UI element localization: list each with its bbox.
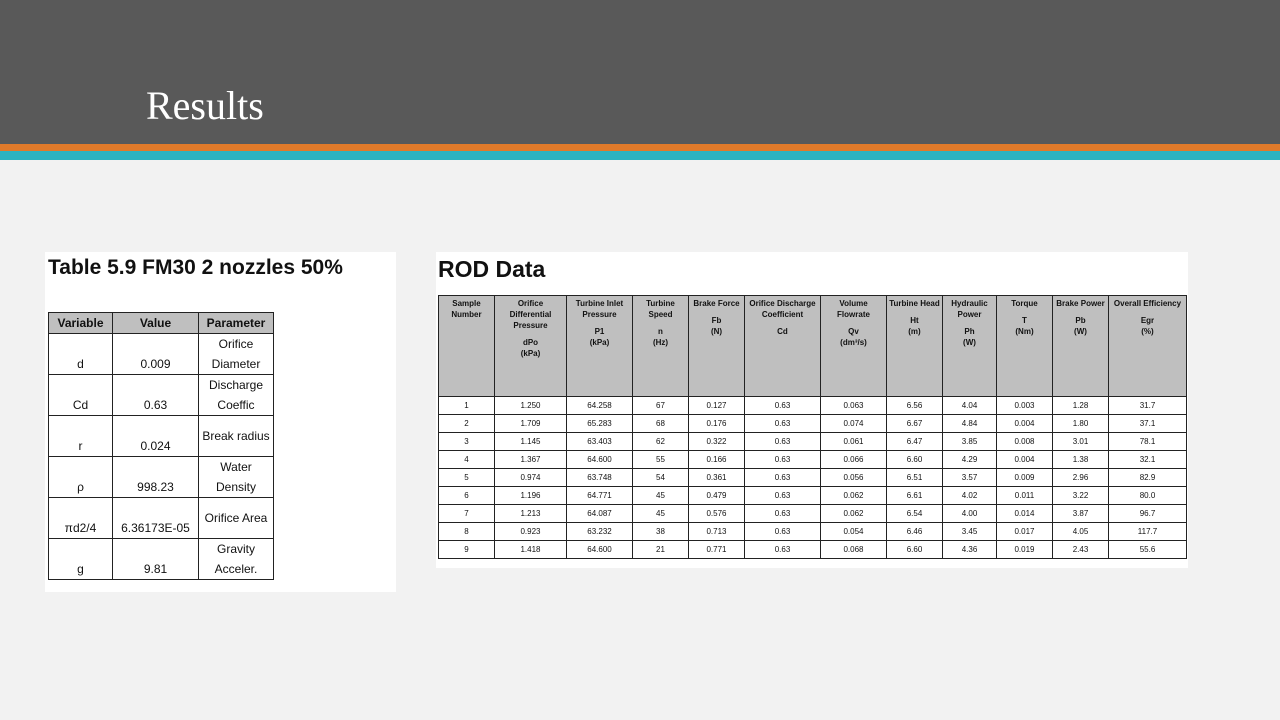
variables-table-title: Table 5.9 FM30 2 nozzles 50% [48, 256, 343, 279]
accent-stripe-teal [0, 151, 1280, 160]
variable-cell: ρ [49, 457, 113, 498]
column-header [887, 296, 943, 397]
value-cell: 0.63 [113, 375, 199, 416]
table-cell: 0.63 [745, 433, 821, 451]
table-cell: 0.004 [997, 415, 1053, 433]
table-row [439, 469, 1187, 487]
table-cell: 7 [439, 505, 495, 523]
column-header-unit: (Nm) [1015, 327, 1034, 336]
table-row [49, 498, 274, 539]
column-header [689, 296, 745, 397]
table-cell: 64.087 [567, 505, 633, 523]
column-header-name: Orifice Differential Pressure [509, 299, 552, 330]
column-header-unit: (W) [1074, 327, 1087, 336]
table-row [49, 375, 274, 416]
table-cell: 8 [439, 523, 495, 541]
table-cell: 6.51 [887, 469, 943, 487]
table-cell: 0.974 [495, 469, 567, 487]
table-cell: 2 [439, 415, 495, 433]
column-header-symbol: P1 [594, 327, 605, 336]
table-cell: 0.004 [997, 451, 1053, 469]
column-header-symbol: Egr [1140, 316, 1155, 325]
table-cell: 0.066 [821, 451, 887, 469]
table-cell: 1.213 [495, 505, 567, 523]
table-cell: 0.166 [689, 451, 745, 469]
table-cell: 4.02 [943, 487, 997, 505]
column-header-unit: (%) [1141, 327, 1154, 336]
table-cell: 54 [633, 469, 689, 487]
table-cell: 0.017 [997, 523, 1053, 541]
variable-cell: g [49, 539, 113, 580]
table-cell: 0.054 [821, 523, 887, 541]
table-header-row [439, 296, 1187, 397]
table-row [439, 415, 1187, 433]
table-cell: 63.403 [567, 433, 633, 451]
rod-data-image [436, 252, 1188, 568]
table-cell: 0.63 [745, 487, 821, 505]
table-row [49, 334, 274, 375]
table-cell: 0.009 [997, 469, 1053, 487]
value-cell: 9.81 [113, 539, 199, 580]
table-cell: 0.63 [745, 523, 821, 541]
parameter-cell: Discharge Coeffic [199, 375, 274, 416]
table-cell: 6.56 [887, 397, 943, 415]
table-cell: 3.87 [1053, 505, 1109, 523]
table-cell: 0.63 [745, 415, 821, 433]
table-cell: 1.418 [495, 541, 567, 559]
table-cell: 3.01 [1053, 433, 1109, 451]
column-header [1109, 296, 1187, 397]
variable-cell: πd2/4 [49, 498, 113, 539]
table-row [49, 457, 274, 498]
table-cell: 0.63 [745, 541, 821, 559]
column-header-symbol: Cd [777, 327, 788, 336]
column-header-name: Turbine Speed [646, 299, 675, 319]
table-cell: 6.47 [887, 433, 943, 451]
column-header-symbol: n [658, 327, 663, 336]
table-cell: 1.250 [495, 397, 567, 415]
column-header-unit: (N) [710, 327, 723, 336]
table-cell: 38 [633, 523, 689, 541]
table-cell: 4.29 [943, 451, 997, 469]
column-header-name: Hydraulic Power [951, 299, 988, 319]
variable-cell: r [49, 416, 113, 457]
table-cell: 3 [439, 433, 495, 451]
table-cell: 0.062 [821, 505, 887, 523]
slide-title: Results [146, 83, 264, 128]
column-header: Parameter [199, 313, 274, 334]
table-cell: 1.28 [1053, 397, 1109, 415]
table-cell: 0.63 [745, 451, 821, 469]
table-cell: 6 [439, 487, 495, 505]
table-row [439, 487, 1187, 505]
table-cell: 62 [633, 433, 689, 451]
column-header-name: Volume Flowrate [837, 299, 870, 319]
table-cell: 1.367 [495, 451, 567, 469]
table-cell: 0.63 [745, 505, 821, 523]
column-header-symbol: T [1022, 316, 1027, 325]
table-cell: 64.600 [567, 541, 633, 559]
column-header-name: Sample Number [451, 299, 482, 319]
column-header-unit: (kPa) [520, 349, 541, 358]
column-header-name: Torque [1011, 299, 1038, 308]
table-cell: 0.056 [821, 469, 887, 487]
table-cell: 55 [633, 451, 689, 469]
rod-data-table [438, 295, 1187, 559]
column-header [821, 296, 887, 397]
table-cell: 80.0 [1109, 487, 1187, 505]
table-cell: 96.7 [1109, 505, 1187, 523]
table-row [439, 505, 1187, 523]
column-header [745, 296, 821, 397]
table-cell: 31.7 [1109, 397, 1187, 415]
table-cell: 68 [633, 415, 689, 433]
column-header-unit: (W) [963, 338, 976, 347]
table-cell: 0.322 [689, 433, 745, 451]
table-cell: 6.54 [887, 505, 943, 523]
table-cell: 0.019 [997, 541, 1053, 559]
table-cell: 6.46 [887, 523, 943, 541]
variables-table-image [45, 252, 396, 592]
column-header [567, 296, 633, 397]
table-cell: 1.38 [1053, 451, 1109, 469]
column-header-symbol: Fb [711, 316, 722, 325]
table-cell: 0.127 [689, 397, 745, 415]
table-cell: 0.361 [689, 469, 745, 487]
table-cell: 0.008 [997, 433, 1053, 451]
table-row [49, 416, 274, 457]
table-cell: 32.1 [1109, 451, 1187, 469]
table-row [439, 433, 1187, 451]
table-cell: 0.176 [689, 415, 745, 433]
column-header-symbol: Ht [910, 316, 919, 325]
table-cell: 3.85 [943, 433, 997, 451]
table-cell: 0.061 [821, 433, 887, 451]
value-cell: 6.36173E-05 [113, 498, 199, 539]
table-cell: 0.771 [689, 541, 745, 559]
column-header-symbol: Qv [848, 327, 859, 336]
table-cell: 0.63 [745, 469, 821, 487]
table-cell: 0.479 [689, 487, 745, 505]
table-cell: 2.43 [1053, 541, 1109, 559]
column-header: Value [113, 313, 199, 334]
table-cell: 0.003 [997, 397, 1053, 415]
table-cell: 4.05 [1053, 523, 1109, 541]
column-header-symbol: Pb [1075, 316, 1086, 325]
column-header [997, 296, 1053, 397]
table-cell: 4.00 [943, 505, 997, 523]
table-cell: 9 [439, 541, 495, 559]
table-cell: 45 [633, 487, 689, 505]
column-header-unit: (dm³/s) [840, 338, 867, 347]
table-cell: 0.014 [997, 505, 1053, 523]
table-row [49, 539, 274, 580]
table-cell: 82.9 [1109, 469, 1187, 487]
table-cell: 1.80 [1053, 415, 1109, 433]
parameter-cell: Orifice Diameter [199, 334, 274, 375]
table-cell: 0.713 [689, 523, 745, 541]
table-cell: 1 [439, 397, 495, 415]
table-cell: 5 [439, 469, 495, 487]
table-cell: 45 [633, 505, 689, 523]
table-cell: 6.61 [887, 487, 943, 505]
table-cell: 2.96 [1053, 469, 1109, 487]
table-cell: 0.062 [821, 487, 887, 505]
table-cell: 0.074 [821, 415, 887, 433]
table-cell: 67 [633, 397, 689, 415]
table-cell: 78.1 [1109, 433, 1187, 451]
parameter-cell: Water Density [199, 457, 274, 498]
table-cell: 4.04 [943, 397, 997, 415]
rod-data-title: ROD Data [438, 256, 546, 282]
column-header: Variable [49, 313, 113, 334]
column-header [495, 296, 567, 397]
table-cell: 6.60 [887, 541, 943, 559]
table-cell: 64.258 [567, 397, 633, 415]
column-header [439, 296, 495, 397]
table-cell: 64.600 [567, 451, 633, 469]
variables-table [48, 312, 274, 580]
table-cell: 0.011 [997, 487, 1053, 505]
table-cell: 6.60 [887, 451, 943, 469]
table-cell: 1.145 [495, 433, 567, 451]
column-header-unit: (kPa) [589, 338, 610, 347]
table-cell: 21 [633, 541, 689, 559]
column-header-symbol: dPo [522, 338, 539, 347]
table-cell: 1.196 [495, 487, 567, 505]
column-header-name: Turbine Head [889, 299, 940, 308]
column-header-name: Brake Power [1056, 299, 1105, 308]
parameter-cell: Orifice Area [199, 498, 274, 539]
value-cell: 0.009 [113, 334, 199, 375]
parameter-cell: Gravity Acceler. [199, 539, 274, 580]
column-header [943, 296, 997, 397]
table-cell: 0.576 [689, 505, 745, 523]
table-cell: 65.283 [567, 415, 633, 433]
table-cell: 0.068 [821, 541, 887, 559]
parameter-cell: Break radius [199, 416, 274, 457]
table-row [439, 451, 1187, 469]
table-cell: 37.1 [1109, 415, 1187, 433]
table-cell: 6.67 [887, 415, 943, 433]
table-cell: 0.063 [821, 397, 887, 415]
table-cell: 0.63 [745, 397, 821, 415]
table-cell: 117.7 [1109, 523, 1187, 541]
column-header-unit: (Hz) [652, 338, 669, 347]
column-header [1053, 296, 1109, 397]
table-cell: 63.748 [567, 469, 633, 487]
table-cell: 3.22 [1053, 487, 1109, 505]
table-cell: 3.45 [943, 523, 997, 541]
table-row [439, 523, 1187, 541]
table-header-row [49, 313, 274, 334]
variable-cell: Cd [49, 375, 113, 416]
column-header-unit: (m) [908, 327, 921, 336]
accent-stripe-orange [0, 144, 1280, 151]
column-header-name: Overall Efficiency [1113, 299, 1182, 308]
column-header-name: Brake Force [693, 299, 740, 308]
table-cell: 4.84 [943, 415, 997, 433]
table-cell: 4 [439, 451, 495, 469]
column-header-name: Turbine Inlet Pressure [575, 299, 624, 319]
table-cell: 3.57 [943, 469, 997, 487]
table-cell: 63.232 [567, 523, 633, 541]
table-cell: 4.36 [943, 541, 997, 559]
table-row [439, 397, 1187, 415]
value-cell: 0.024 [113, 416, 199, 457]
column-header [633, 296, 689, 397]
table-cell: 55.6 [1109, 541, 1187, 559]
value-cell: 998.23 [113, 457, 199, 498]
table-cell: 0.923 [495, 523, 567, 541]
column-header-symbol: Ph [964, 327, 975, 336]
table-cell: 64.771 [567, 487, 633, 505]
column-header-name: Orifice Discharge Coefficient [749, 299, 816, 319]
table-cell: 1.709 [495, 415, 567, 433]
variable-cell: d [49, 334, 113, 375]
table-row [439, 541, 1187, 559]
